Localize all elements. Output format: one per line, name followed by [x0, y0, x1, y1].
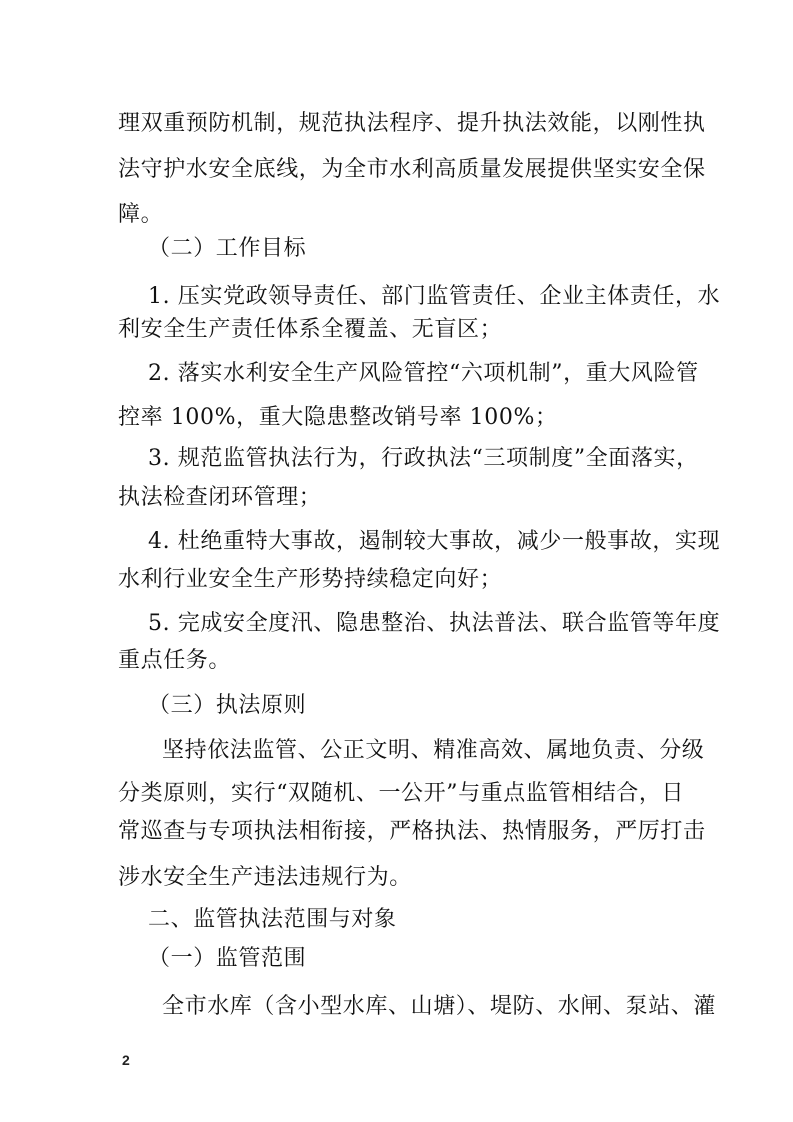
text-line: 执法检查闭环管理；	[118, 485, 322, 510]
text-line: 水利行业安全生产形势持续稳定向好；	[118, 567, 503, 592]
text-line: 重点任务。	[118, 648, 232, 673]
text-line: 法守护水安全底线，为全市水利高质量发展提供坚实安全保	[118, 157, 706, 182]
text-line: 利安全生产责任体系全覆盖、无盲区；	[118, 317, 503, 342]
page-number: 2	[122, 1052, 130, 1068]
text-line: 控率 100%，重大隐患整改销号率 100%；	[118, 405, 558, 430]
text-line: 常巡查与专项执法相衔接，严格执法、热情服务，严厉打击	[118, 819, 706, 844]
text-line: 理双重预防机制，规范执法程序、提升执法效能，以刚性执	[118, 111, 706, 136]
text-line: 5. 完成安全度汛、隐患整治、执法普法、联合监管等年度	[148, 611, 721, 636]
text-line: 全市水库（含小型水库、山塘）、堤防、水闸、泵站、灌	[162, 994, 717, 1019]
text-line: 坚持依法监管、公正文明、精准高效、属地负责、分级	[162, 738, 705, 763]
text-line: 3. 规范监管执法行为，行政执法“三项制度”全面落实，	[148, 446, 699, 471]
section-heading: （二）工作目标	[148, 236, 307, 261]
text-line: 涉水安全生产违法违规行为。	[118, 865, 412, 890]
text-line: 2. 落实水利安全生产风险管控“六项机制”，重大风险管	[148, 361, 699, 386]
section-heading: （一）监管范围	[148, 946, 307, 971]
text-line: 1. 压实党政领导责任、部门监管责任、企业主体责任，水	[148, 284, 721, 309]
text-line: 4. 杜绝重特大事故，遏制较大事故，减少一般事故，实现	[148, 529, 721, 554]
section-heading: （三）执法原则	[148, 693, 307, 718]
section-heading: 二、监管执法范围与对象	[148, 907, 397, 932]
text-line: 分类原则，实行“双随机、一公开”与重点监管相结合，日	[118, 781, 685, 806]
text-line: 障。	[118, 202, 164, 227]
